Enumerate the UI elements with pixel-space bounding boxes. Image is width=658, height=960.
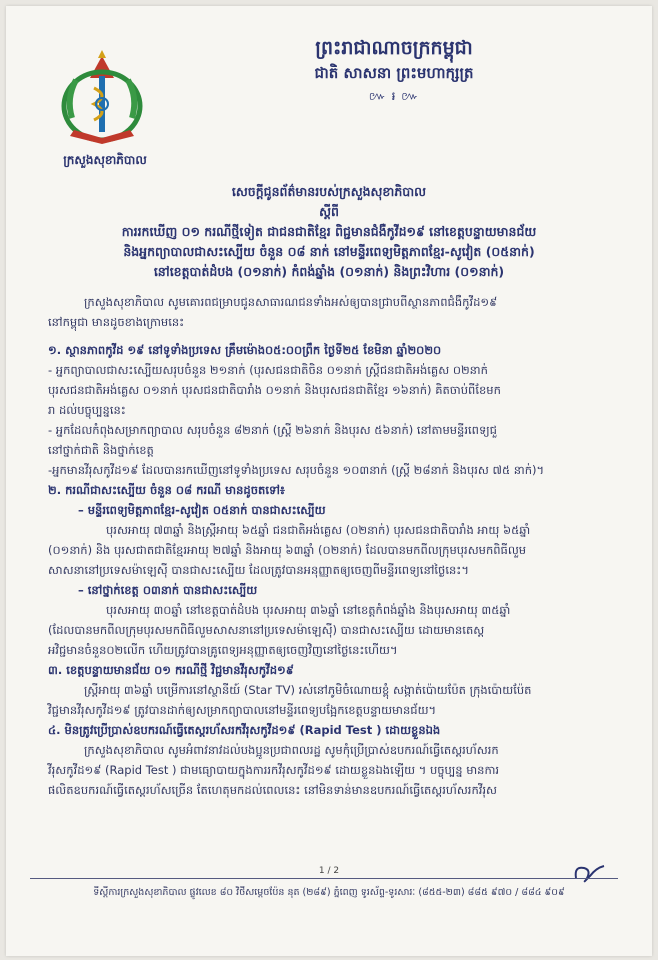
intro-line: នៅកម្ពុជា មានដូចខាងក្រោមនេះ [48,315,185,329]
footer-address: ទីស្តីការក្រសួងសុខាភិបាល ផ្លូវលេខ ៨០ វិថីសម្ដេចប៉ែន នុត (២៨៩) ភ្នំពេញ ទូរស័ព្ទ-ទូរសារៈ (៨៥៥-២៣) ៨៨៥ ៩៧០ / ៨៨៤ ៩០៩ [93,887,565,898]
title-line: ការរកឃើញ ០១ ករណីថ្មីទៀត ជាជនជាតិខ្មែរ ពិជ្ជមានជំងឺកូវីដ១៩ នៅខេត្តបន្ទាយមានជ័យ [121,224,537,239]
paragraph-line: បុរសជនជាតិអង់គ្លេស ០១នាក់ បុរសជនជាតិបារាំង ០១នាក់ និងបុរសជនជាតិខ្មែរ ១៦នាក់) គិតចាប់ពីខែមក [48,383,501,397]
title-line: ស្តីពី [319,204,339,219]
paragraph-line: - អ្នកព្យាបាលជាសះស្បើយសរុបចំនួន ២១នាក់ (បុរសជនជាតិចិន ០១នាក់ ស្ត្រីជនជាតិអង់គ្លេស ០២នាក់ [48,363,488,377]
paragraph-line: បុរសអាយុ ៣០ឆ្នាំ នៅខេត្តបាត់ដំបង បុរសអាយុ ៣៦ឆ្នាំ នៅខេត្តកំពង់ឆ្នាំង និងបុរសអាយុ ៣៥ឆ្នាំ [106,603,511,617]
footer-divider [30,878,618,879]
subsection-heading: – មន្ទីរពេទ្យមិត្តភាពខ្មែរ-សូវៀត ០៥នាក់ បានជាសះស្បើយ [78,503,326,517]
paragraph-line: - អ្នកដែលកំពុងសម្រាកព្យាបាល សរុបចំនួន ៨២នាក់ (ស្ត្រី ២៦នាក់ និងបុរស ៥៦នាក់) នៅតាមមន្ទីរពេទ្យជួ [48,423,497,437]
title-line: សេចក្តីជូនព័ត៌មានរបស់ក្រសួងសុខាភិបាល [231,184,427,199]
section-heading: ៣. ខេត្តបន្ទាយមានជ័យ ០១ ករណីថ្មី វិជ្ជមានវីរុសកូវីដ១៩ [48,663,294,677]
paragraph-line: -អ្នកមានវីរុសកូវីដ១៩ ដែលបានរកឃើញនៅទូទាំងប្រទេស សរុបចំនួន ១០៣នាក់ (ស្ត្រី ២៨នាក់ និងបុរស ៧៥ នាក់)។ [48,463,545,477]
section-heading: ៤. មិនត្រូវប្រើប្រាស់ឧបករណ៍ធ្វើតេស្តរហ័សរកវីរុសកូវីដ១៩ (Rapid Test ) ដោយខ្លួនឯង [48,723,441,737]
paragraph-line: អវិជ្ជមានចំនួន០២លើក ហើយត្រូវបានគ្រូពេទ្យអនុញ្ញាតឲ្យចេញវិញនៅថ្ងៃនេះហើយ។ [48,643,398,657]
document-body [48,292,628,800]
announcement-title [40,182,618,282]
initials-signature-icon [570,860,610,886]
paragraph-line: វិជ្ជមានវីរុសកូវីដ១៩ ត្រូវបានដាក់ឲ្យសម្រាកព្យាបាលនៅមន្ទីរពេទ្យបង្អែកខេត្តបន្ទាយមានជ័យ។ [48,703,437,717]
paragraph-line: វីរុសកូវីដ១៩ (Rapid Test ) ជាមធ្យោបាយក្នុងការរកវីរុសកូវីដ១៩ ដោយខ្លួនឯងឡើយ ។ បច្ចុប្បន្ន មានការ [48,763,500,777]
intro-line: ក្រសួងសុខាភិបាល សូមគោរពជម្រាបជូនសាធារណជនទាំងអស់ឲ្យបានជ្រាបពីស្ថានភាពជំងឺកូវីដ១៩ [84,295,498,309]
section-heading: ១. ស្ថានភាពកូវីដ ១៩ នៅទូទាំងប្រទេស គ្រឹមម៉ោង០៥:០០ព្រឹក ថ្ងៃទី២៥ ខែមិនា ឆ្នាំ២០២០ [48,343,442,357]
page-number: 1 / 2 [318,866,340,876]
paragraph-line: បុរសអាយុ ៧៣ឆ្នាំ និងស្ត្រីអាយុ ៦៥ឆ្នាំ ជនជាតិអង់គ្លេស (០២នាក់) បុរសជនជាតិបារាំង អាយុ ៦៥ឆ្នាំ [106,523,531,537]
paragraph-line: (០១នាក់) និង បុរសជាតជាតិខ្មែរអាយុ ២៧ឆ្នាំ និងអាយុ ៦៣ឆ្នាំ (០២នាក់) ដែលបានមកពីលក្រុមបុរសមកពិធីលួម [48,543,527,557]
paragraph-line: ផលិតឧបករណ៍ធ្វើតេស្តរហ័សច្រើន តែហេតុមកដល់ពេលនេះ នៅមិនទាន់មានឧបករណ៍ធ្វើតេស្តរហ័សរកវីរុស [48,783,498,797]
paragraph-line: នៅថ្នាក់ជាតិ និងថ្នាក់ខេត្ត [48,443,154,457]
subsection-heading: – នៅថ្នាក់ខេត្ត ០៣នាក់ បានជាសះស្បើយ [78,583,258,597]
paragraph-line: រា ដល់បច្ចុប្បន្ននេះ [48,403,126,417]
paragraph-line: ក្រសួងសុខាភិបាល សូមអំពាវនាវដល់បងប្អូនប្រជាពលរដ្ឋ សូមកុំប្រើប្រាស់ឧបករណ៍ធ្វើតេស្តរហ័សរក [84,743,499,757]
paragraph-line: (ដែលបានមកពីលក្រុមបុរសមកពិធីលួមសាសនានៅប្រទេសម៉ាឡេស៊ី) បានជាសះស្បើយ ដោយមានតេស្ត [48,623,485,637]
title-line: និងអ្នកព្យាបាលជាសះស្បើយ ចំនួន ០៨ នាក់ នៅមន្ទីរពេទ្យមិត្តភាពខ្មែរ-សូវៀត (០៥នាក់) [123,244,535,259]
national-motto: ជាតិ សាសនា ព្រះមហាក្សត្រ [314,64,474,82]
section-heading: ២. ករណីជាសះស្បើយ ចំនួន ០៨ ករណី មានដូចតទៅ៖ [48,483,285,497]
title-line: នៅខេត្តបាត់ដំបង (០១នាក់) កំពង់ឆ្នាំង (០១នាក់) និងព្រះវិហារ (០១នាក់) [153,264,505,279]
ministry-name: ក្រសួងសុខាភិបាល [63,153,147,167]
paragraph-line: ស្ត្រីអាយុ ៣៦ឆ្នាំ បម្រើការនៅស្ថានីយ៍ (Star TV) រស់នៅភូមិចំណោយខ្ពុំ សង្កាត់ប៉ោយប៉ែត ក្រុងប៉ោយប៉ែត [84,683,532,697]
heading-ornament: ៚ ៛ ៚ [368,89,420,103]
kingdom-heading: ព្រះរាជាណាចក្រកម្ពុជា [315,37,473,59]
paragraph-line: សាសនានៅប្រទេសម៉ាឡេស៊ី បានជាសះស្បើយ ដែលត្រូវបានអនុញ្ញាតឲ្យចេញពីមន្ទីរពេទ្យនៅថ្ងៃនេះ។ [48,563,469,577]
